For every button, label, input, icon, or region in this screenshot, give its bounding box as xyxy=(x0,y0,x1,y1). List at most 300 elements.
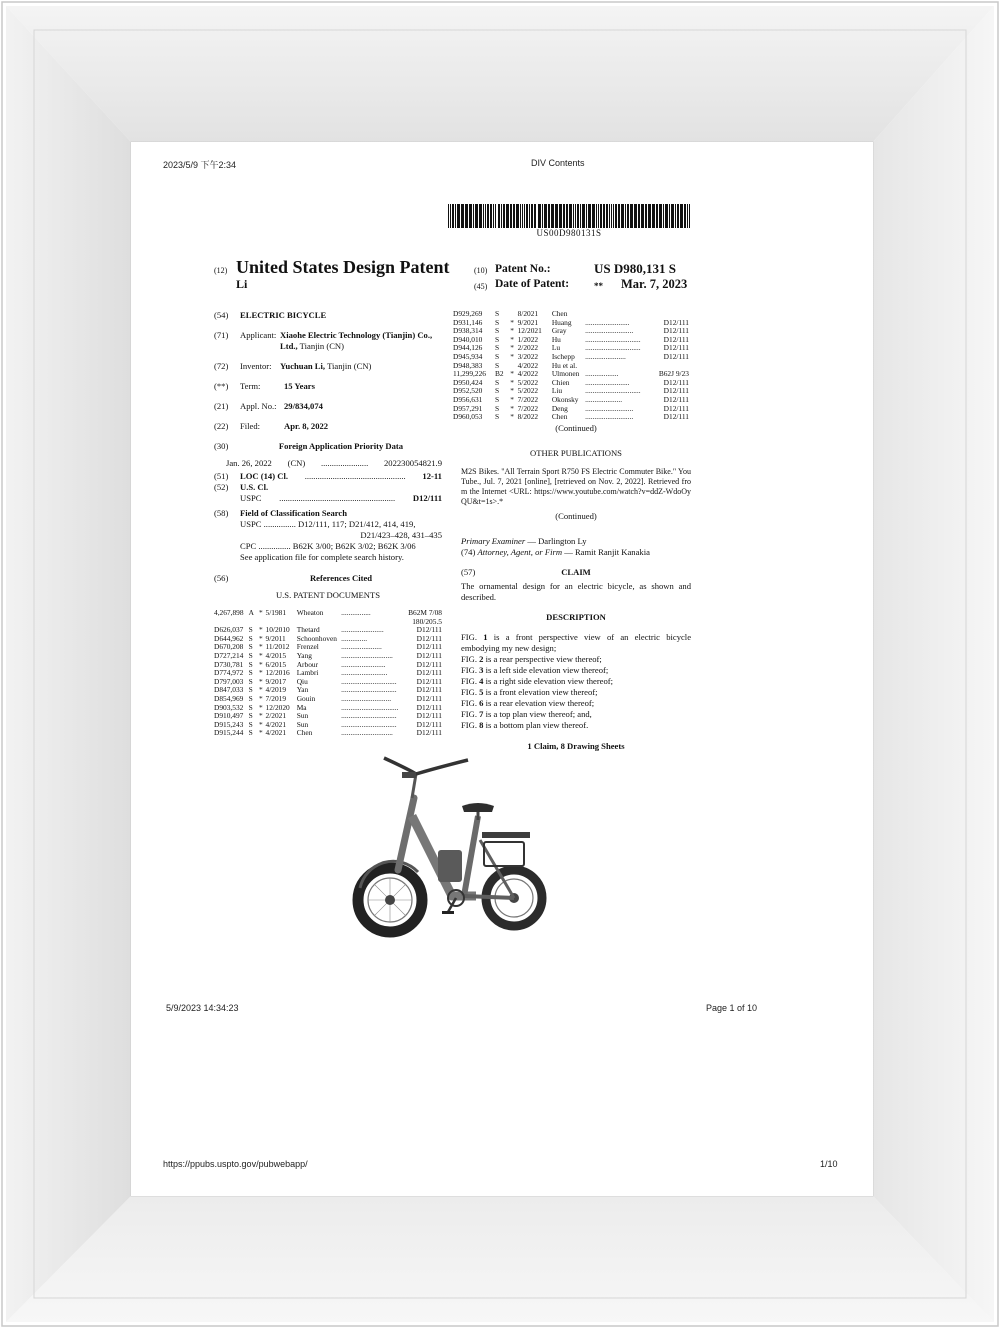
inventor-name: Yuchuan Li, xyxy=(280,361,326,371)
field-number: (54) xyxy=(214,310,229,320)
reference-number: D847,033 xyxy=(214,685,244,695)
continued-refs: (Continued) xyxy=(555,422,597,433)
reference-star: * xyxy=(510,369,514,379)
field-51 xyxy=(214,471,442,482)
barcode xyxy=(448,204,690,228)
reference-dots: ............................... xyxy=(341,703,399,712)
field-54 xyxy=(214,310,442,321)
reference-star: * xyxy=(259,633,263,643)
reference-date: 10/2010 xyxy=(265,625,290,635)
reference-date: 2/2021 xyxy=(265,711,287,721)
continued-pubs: (Continued) xyxy=(555,510,597,521)
field-52 xyxy=(214,482,442,504)
reference-date: 4/2019 xyxy=(265,685,287,695)
figure-number: 2 xyxy=(479,653,484,664)
loc-label: LOC (14) Cl. xyxy=(240,471,288,481)
reference-class: D12/111 xyxy=(663,394,689,404)
figure-number: 5 xyxy=(479,686,484,697)
priority-dots: ...................... xyxy=(320,458,369,468)
other-publications-text: M2S Bikes. "All Terrain Sport R750 FS Electric Commuter Bike." YouTube., Jul. 7, 2021 [online], [retrieved on Nov. 2, 2022]. Retrieved from the Internet <URL: https://www.youtube.com/watch?v=ddZ-WdoOyQU&t=1s>.* xyxy=(461,466,691,506)
uspc-value: D12/111 xyxy=(412,493,442,503)
field-number: (21) xyxy=(214,401,229,411)
code-45: (45) xyxy=(474,282,488,291)
reference-class: D12/111 xyxy=(416,642,442,652)
reference-date: 4/2022 xyxy=(517,369,539,379)
reference-name: Chen xyxy=(296,728,313,738)
left-column xyxy=(214,310,442,738)
reference-name: Sun xyxy=(296,711,309,721)
field-number: (56) xyxy=(214,573,229,583)
print-title: DIV Contents xyxy=(531,158,585,168)
reference-star: * xyxy=(259,650,263,660)
claim-num: (57) xyxy=(461,566,476,577)
electric-bicycle-image xyxy=(352,750,552,940)
reference-class: D12/111 xyxy=(416,702,442,712)
reference-kind: S xyxy=(248,625,253,635)
reference-dots: .................... xyxy=(585,395,623,404)
reference-dots: .............................. xyxy=(341,720,397,729)
reference-kind: S xyxy=(248,642,253,652)
print-datetime: 2023/5/9 下午2:34 xyxy=(163,160,237,170)
references-table-right xyxy=(453,310,689,422)
reference-date: 5/1981 xyxy=(265,608,287,617)
description-title: DESCRIPTION xyxy=(546,611,606,622)
classification-uspc: USPC ............... D12/111, 117; D21/412, 414, 419, xyxy=(240,519,416,529)
reference-dots: ......................... xyxy=(341,669,388,678)
reference-kind: S xyxy=(494,386,500,396)
reference-number: D956,631 xyxy=(453,394,483,404)
figure-description xyxy=(461,632,691,654)
reference-dots: ........................... xyxy=(341,694,392,703)
field-number: (72) xyxy=(214,361,229,371)
reference-number: D957,291 xyxy=(453,403,483,413)
reference-class: D12/111 xyxy=(416,728,442,738)
reference-star: * xyxy=(259,693,263,703)
reference-date: 12/2020 xyxy=(265,702,290,712)
attorney-num: (74) xyxy=(461,546,476,557)
reference-class: D12/111 xyxy=(416,625,442,635)
reference-kind: S xyxy=(494,412,500,422)
figure-text: is a rear elevation view thereof; xyxy=(485,697,595,708)
figure-list xyxy=(461,632,691,731)
reference-star: * xyxy=(259,711,263,721)
reference-date: 12/2021 xyxy=(517,326,542,336)
reference-date: 7/2019 xyxy=(265,693,287,703)
reference-date: 7/2022 xyxy=(517,394,539,404)
figure-number: 8 xyxy=(479,719,484,730)
reference-kind: S xyxy=(248,668,253,678)
reference-star: * xyxy=(510,317,514,327)
us-cl-label: U.S. Cl. xyxy=(240,482,269,492)
applicant-place: Tianjin (CN) xyxy=(299,341,344,351)
term-stars: ** xyxy=(594,281,603,291)
reference-date: 9/2017 xyxy=(265,676,287,686)
reference-class: D12/111 xyxy=(416,693,442,703)
print-url: https://ppubs.uspto.gov/pubwebapp/ xyxy=(163,1159,308,1169)
reference-name: Gray xyxy=(551,326,567,336)
reference-star: * xyxy=(510,386,514,396)
reference-number: D931,146 xyxy=(453,317,483,327)
handlebar xyxy=(384,758,468,798)
figure-number: 1 xyxy=(483,631,488,642)
reference-number: D727,214 xyxy=(214,650,244,660)
reference-star: * xyxy=(510,412,514,422)
examiner-name: — Darlington Ly xyxy=(525,535,587,546)
reference-name: Wheaton xyxy=(296,608,324,617)
reference-date: 4/2022 xyxy=(517,360,539,370)
reference-dots: ........................ xyxy=(341,660,386,669)
reference-name: Lu xyxy=(551,343,561,353)
attorney xyxy=(461,547,691,558)
reference-dots xyxy=(585,310,652,319)
reference-number: D950,424 xyxy=(453,377,483,387)
reference-number: D626,037 xyxy=(214,625,244,635)
field-30 xyxy=(214,441,442,452)
reference-date: 6/2015 xyxy=(265,659,287,669)
reference-name: Ma xyxy=(296,702,307,712)
figure-text: is a front elevation view thereof; xyxy=(485,686,598,697)
reference-star: * xyxy=(510,351,514,361)
reference-kind: S xyxy=(248,633,253,643)
reference-class: D12/111 xyxy=(663,377,689,387)
applicant-label: Applicant: xyxy=(240,330,277,340)
reference-class: D12/111 xyxy=(416,676,442,686)
applicant-name: Xiaohe Electric Technology (Tianjin) Co., Ltd., xyxy=(280,330,433,351)
figure-prefix: FIG. xyxy=(461,653,477,664)
reference-date: 9/2011 xyxy=(265,633,286,643)
reference-dots: ........................ xyxy=(585,378,630,387)
reference-star: * xyxy=(259,685,263,695)
reference-dots: ............................ xyxy=(341,729,393,738)
reference-star: * xyxy=(510,377,514,387)
reference-kind: S xyxy=(248,719,253,729)
reference-class: D12/111 xyxy=(416,650,442,660)
reference-class: D12/111 xyxy=(663,412,689,422)
claims-summary: 1 Claim, 8 Drawing Sheets xyxy=(527,740,625,751)
figure-prefix: FIG. xyxy=(461,708,477,719)
figure-text: is a left side elevation view thereof; xyxy=(485,664,609,675)
field-number: (51) xyxy=(214,471,229,481)
classification-uspc-2: D21/423–428, 431–435 xyxy=(360,530,442,540)
reference-dots: .............................. xyxy=(585,335,641,344)
reference-star: * xyxy=(259,728,263,738)
figure-prefix: FIG. xyxy=(461,697,477,708)
field-number: (30) xyxy=(214,441,229,451)
reference-kind: S xyxy=(248,685,253,695)
reference-number: D797,003 xyxy=(214,676,244,686)
reference-class: D12/111 xyxy=(663,334,689,344)
reference-kind: S xyxy=(248,728,253,738)
date-label: Date of Patent: xyxy=(495,278,570,290)
priority-number: 202230054821.9 xyxy=(383,458,442,468)
reference-name: Lambri xyxy=(296,668,319,678)
reference-star: * xyxy=(259,659,263,669)
reference-date: 1/2022 xyxy=(517,334,539,344)
reference-date: 4/2015 xyxy=(265,650,287,660)
reference-name: Ischepp xyxy=(551,351,575,361)
reference-number: D938,314 xyxy=(453,326,483,336)
figure-text: is a top plan view thereof; and, xyxy=(485,708,592,719)
reference-date: 8/2022 xyxy=(517,412,539,422)
loc-value: 12-11 xyxy=(422,471,442,481)
reference-number: D944,126 xyxy=(453,343,483,353)
field-number: (**) xyxy=(214,381,229,391)
field-22 xyxy=(214,421,442,432)
figure-text: is a bottom plan view thereof. xyxy=(485,719,589,730)
reference-kind: S xyxy=(248,659,253,669)
reference-star: * xyxy=(259,608,263,617)
reference-dots: .......................... xyxy=(585,404,634,413)
loc-dots: ............................................... xyxy=(304,471,406,481)
claim-title: CLAIM xyxy=(561,566,591,577)
reference-star: * xyxy=(259,676,263,686)
us-docs-title: U.S. PATENT DOCUMENTS xyxy=(275,590,381,600)
reference-dots: .............................. xyxy=(585,387,641,396)
reference-kind: S xyxy=(494,360,500,370)
reference-number: D670,208 xyxy=(214,642,244,652)
reference-kind: S xyxy=(248,650,253,660)
reference-date: 2/2022 xyxy=(517,343,539,353)
uspc-dots: ...................................................... xyxy=(279,493,396,503)
patent-type-title: United States Design Patent xyxy=(236,257,450,277)
reference-class-2: 180/205.5 xyxy=(412,616,442,626)
reference-row xyxy=(214,609,442,618)
reference-number: D854,969 xyxy=(214,693,244,703)
reference-number: D730,781 xyxy=(214,659,244,669)
figure-number: 6 xyxy=(479,697,484,708)
reference-class: D12/111 xyxy=(416,711,442,721)
figure-description xyxy=(461,709,691,720)
reference-kind: S xyxy=(248,711,253,721)
reference-number: D774,972 xyxy=(214,668,244,678)
appl-no-label: Appl. No.: xyxy=(240,401,277,411)
reference-date: 12/2016 xyxy=(265,668,290,678)
figure-prefix: FIG. xyxy=(461,631,477,642)
reference-date: 8/2021 xyxy=(517,309,539,318)
reference-dots: ................ xyxy=(341,609,371,617)
reference-kind: S xyxy=(494,309,500,318)
field-number: (52) xyxy=(214,482,229,492)
reference-name: Hu et al. xyxy=(551,360,578,370)
reference-star: * xyxy=(510,394,514,404)
reference-row xyxy=(453,336,689,345)
reference-name: Qiu xyxy=(296,676,308,686)
reference-number: D960,053 xyxy=(453,412,483,422)
reference-class: B62M 7/08 xyxy=(408,608,442,617)
reference-name: Deng xyxy=(551,403,568,413)
figure-number: 7 xyxy=(479,708,484,719)
reference-dots xyxy=(585,362,652,371)
reference-name: Ulmonen xyxy=(551,369,580,379)
reference-dots: ...................... xyxy=(585,352,626,361)
reference-class: B62J 9/23 xyxy=(658,369,689,379)
reference-number: D903,532 xyxy=(214,702,244,712)
reference-name: Gouin xyxy=(296,693,316,703)
reference-class: D12/111 xyxy=(416,685,442,695)
figure-prefix: FIG. xyxy=(461,686,477,697)
other-publications-title: OTHER PUBLICATIONS xyxy=(530,447,622,458)
reference-row xyxy=(453,405,689,414)
reference-name: Arbour xyxy=(296,659,319,669)
figure-text: is a front perspective view of an electric bicycle embodying my new design; xyxy=(461,631,692,653)
reference-number: D945,934 xyxy=(453,351,483,361)
print-timestamp: 5/9/2023 14:34:23 xyxy=(166,1003,239,1013)
figure-description xyxy=(461,720,691,731)
reference-star: * xyxy=(259,702,263,712)
reference-kind: S xyxy=(494,351,500,361)
reference-kind: S xyxy=(494,394,500,404)
references-table-left xyxy=(214,609,442,738)
barcode-number: US00D980131S xyxy=(536,228,602,238)
reference-class: D12/111 xyxy=(663,343,689,353)
code-12: (12) xyxy=(214,266,228,275)
reference-dots: ...................... xyxy=(341,643,382,652)
reference-class: D12/111 xyxy=(416,633,442,643)
reference-date: 4/2021 xyxy=(265,728,287,738)
reference-name: Frenzel xyxy=(296,642,319,652)
filed-label: Filed: xyxy=(240,421,261,431)
right-column xyxy=(453,309,692,752)
figure-number: 3 xyxy=(479,664,484,675)
reference-dots: .......................... xyxy=(585,413,634,422)
figure-description xyxy=(461,665,691,676)
reference-number: D948,383 xyxy=(453,360,483,370)
primary-examiner xyxy=(461,536,691,547)
reference-star: * xyxy=(259,625,263,635)
priority-date: Jan. 26, 2022 xyxy=(226,458,272,468)
reference-number: D915,244 xyxy=(214,728,244,738)
reference-class: D12/111 xyxy=(663,326,689,336)
reference-date: 7/2022 xyxy=(517,403,539,413)
uspc-label: USPC xyxy=(240,493,262,503)
reference-name: Schoonhoven xyxy=(296,633,337,643)
rear-rack xyxy=(482,832,530,866)
reference-dots: .............................. xyxy=(341,677,397,686)
field-71 xyxy=(214,330,442,352)
inventor-label: Inventor: xyxy=(240,361,272,371)
reference-dots: .............................. xyxy=(341,686,397,695)
reference-kind: S xyxy=(494,377,500,387)
reference-date: 4/2021 xyxy=(265,719,287,729)
reference-star: * xyxy=(510,334,514,344)
figure-description xyxy=(461,676,691,687)
seat xyxy=(462,803,494,820)
figure-text: is a rear perspective view thereof; xyxy=(485,653,602,664)
reference-dots: ....................... xyxy=(341,626,384,635)
figure-number: 4 xyxy=(479,675,484,686)
reference-name: Chien xyxy=(551,377,570,387)
reference-kind: S xyxy=(494,343,500,353)
reference-star: * xyxy=(259,668,263,678)
reference-kind: S xyxy=(494,317,500,327)
reference-name: Yan xyxy=(296,685,309,695)
reference-date: 3/2022 xyxy=(517,351,539,361)
reference-dots: .............................. xyxy=(341,712,397,721)
front-wheel xyxy=(358,868,422,932)
term-value: 15 Years xyxy=(284,381,315,391)
appl-no-value: 29/834,074 xyxy=(284,401,323,411)
reference-class: D12/111 xyxy=(416,719,442,729)
figure-description xyxy=(461,654,691,665)
reference-number: D929,269 xyxy=(453,309,483,318)
inventor-surname: Li xyxy=(236,277,248,291)
reference-kind: S xyxy=(494,334,500,344)
reference-row xyxy=(453,327,689,336)
field-21 xyxy=(214,401,442,412)
reference-dots: ........................ xyxy=(585,318,630,327)
reference-kind: S xyxy=(248,702,253,712)
reference-class: D12/111 xyxy=(416,659,442,669)
term-label: Term: xyxy=(240,381,261,391)
reference-date: 11/2012 xyxy=(265,642,290,652)
reference-kind: S xyxy=(248,676,253,686)
patent-number: US D980,131 S xyxy=(594,261,676,276)
reference-name: Thetard xyxy=(296,625,320,635)
reference-class: D12/111 xyxy=(416,668,442,678)
reference-kind: B2 xyxy=(494,369,504,379)
reference-number: 11,299,226 xyxy=(453,369,486,379)
reference-name: Huang xyxy=(551,317,572,327)
field-term xyxy=(214,381,442,392)
figure-prefix: FIG. xyxy=(461,664,477,675)
reference-star: * xyxy=(259,719,263,729)
classification-title: Field of Classification Search xyxy=(240,508,348,518)
patent-date: Mar. 7, 2023 xyxy=(621,277,688,291)
reference-row xyxy=(453,319,689,328)
reference-name: Sun xyxy=(296,719,309,729)
reference-class: D12/111 xyxy=(663,317,689,327)
attorney-name: — Ramit Ranjit Kanakia xyxy=(562,546,650,557)
figure-prefix: FIG. xyxy=(461,719,477,730)
claim-heading xyxy=(461,567,691,578)
field-number: (22) xyxy=(214,421,229,431)
reference-number: D940,010 xyxy=(453,334,483,344)
reference-star: * xyxy=(510,326,514,336)
classification-cpc: CPC ............... B62K 3/00; B62K 3/02; B62K 3/06 xyxy=(240,541,416,551)
priority-country: (CN) xyxy=(287,458,306,468)
priority-title: Foreign Application Priority Data xyxy=(278,441,404,451)
inventor-place: Tianjin (CN) xyxy=(327,361,372,371)
reference-class: D12/111 xyxy=(663,403,689,413)
reference-kind: A xyxy=(248,608,255,617)
field-72 xyxy=(214,361,442,372)
reference-number: D915,243 xyxy=(214,719,244,729)
reference-dots: .............. xyxy=(341,634,368,643)
reference-row xyxy=(214,729,442,738)
reference-name: Chen xyxy=(551,412,568,422)
filed-value: Apr. 8, 2022 xyxy=(284,421,329,431)
reference-row xyxy=(453,396,689,405)
classification-note: See application file for complete search history. xyxy=(240,552,404,562)
reference-dots: .......................... xyxy=(585,327,634,336)
references-title: References Cited xyxy=(309,573,373,583)
reference-number: 4,267,898 xyxy=(214,608,244,617)
reference-row xyxy=(453,370,689,379)
attorney-label: Attorney, Agent, or Firm xyxy=(477,546,563,557)
examiner-label: Primary Examiner xyxy=(461,535,526,546)
reference-star: * xyxy=(259,642,263,652)
reference-kind: S xyxy=(494,403,500,413)
reference-date: 5/2022 xyxy=(517,386,539,396)
figure-description xyxy=(461,687,691,698)
reference-name: Liu xyxy=(551,386,563,396)
reference-row xyxy=(453,413,689,422)
reference-star: * xyxy=(510,403,514,413)
reference-number: D910,497 xyxy=(214,711,244,721)
reference-date: 5/2022 xyxy=(517,377,539,387)
reference-kind: S xyxy=(494,326,500,336)
reference-dots: .................. xyxy=(585,370,619,379)
